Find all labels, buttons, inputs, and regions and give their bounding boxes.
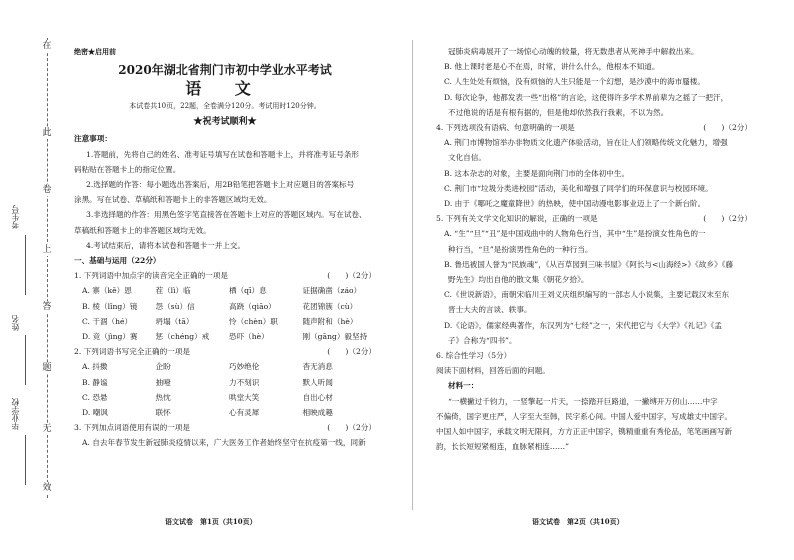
option-cell: 哄堂大笑 xyxy=(229,392,260,402)
notice-line: 草稿纸和答题卡上的非答题区域均无效。 xyxy=(74,225,211,235)
option-cell: 花团锦簇（cù） xyxy=(302,301,358,311)
option-cell: B. 棱（lǐng）镜 xyxy=(82,301,138,311)
option-cell: 坍塌（tā） xyxy=(155,316,194,326)
question-3 xyxy=(74,420,376,435)
text-line: 不过他说的话是有根有据的，但是他却依然我行我素，不以为然。 xyxy=(448,107,669,117)
option-cell: 力不刻识 xyxy=(229,377,260,387)
secret-label: 绝密★启用前 xyxy=(74,47,116,56)
text-line: 冠肺炎病毒展开了一场惊心动魄的较量，将无数患者从死神手中解救出来。 xyxy=(448,47,699,56)
option-row xyxy=(74,314,376,329)
option-cell: A. 抖擞 xyxy=(82,362,108,372)
option-cell: 怨（sù）信 xyxy=(155,301,195,311)
seal-char: 上 xyxy=(40,244,54,256)
option-cell: 默人听闻 xyxy=(302,377,333,387)
seal-char: 答 xyxy=(40,301,54,313)
option-cell: 巧妙绝伦 xyxy=(229,362,260,372)
binding-margin xyxy=(0,0,70,560)
field-name: 姓名 xyxy=(11,315,20,331)
question-6-instruction: 阅读下面材料，回答后面的问题。 xyxy=(436,366,550,376)
option-cell: 栖（qī）息 xyxy=(229,286,267,296)
notice-line: 4.考试结束后，请将本试卷和答题卡一并上交。 xyxy=(86,240,246,250)
option-cell: B. 静谧 xyxy=(82,377,108,387)
notice-title: 注意事项： xyxy=(74,134,112,144)
page-1 xyxy=(74,44,376,451)
page-2 xyxy=(436,44,752,454)
notice-line: 3.非选择题的作答：用黑色签字笔直接答在答题卡上对应的答题区域内。写在试卷、 xyxy=(86,210,367,220)
subject-title: 语 文 xyxy=(185,79,265,99)
option-cell: 联怀 xyxy=(155,408,171,418)
notice-line: 2.选择题的作答：每小题选出答案后，用2B铅笔把答题卡上对应题目的答案标号 xyxy=(86,180,355,190)
question-stem: 5. 下列有关文学文化知识的解说，正确的一项是 xyxy=(436,214,598,224)
option-cell: 自出心材 xyxy=(302,392,333,402)
option-cell: 相映成趣 xyxy=(302,408,333,418)
option-cell: 茬（lì）临 xyxy=(155,286,191,296)
option-cell: D. 嘲讽 xyxy=(82,408,108,418)
answer-slot: ( )（2分） xyxy=(703,214,752,224)
option-cell: 心有灵犀 xyxy=(229,408,260,418)
option-row xyxy=(74,283,376,298)
question-stem: 1. 下列词语中加点字的读音完全正确的一项是 xyxy=(74,271,228,281)
option-line: D.《论语》，儒家经典著作，东汉列为“七经”之一，宋代把它与《大学》《礼记》《孟 xyxy=(444,320,722,330)
option-cell: 怜（chèn）职 xyxy=(229,316,278,326)
option-row xyxy=(74,375,376,390)
option-line: B. 他上课时老是心不在焉，时常，讲什么什么，他根本不知道。 xyxy=(444,62,660,72)
option-cell: 随声附和（hè） xyxy=(302,316,358,326)
exam-info: 本试卷共10页，22题，全卷满分120分。考试用时120分钟。 xyxy=(129,102,321,111)
question-stem: 4. 下列选项没有语病、句意明确的一项是 xyxy=(436,123,575,133)
option-cell: A. 寨（kě）恩 xyxy=(82,286,132,296)
question-6-stem: 6. 综合性学习（5分） xyxy=(436,351,512,361)
section-heading: 一、基础与运用（22分） xyxy=(74,256,161,266)
field-exam-number: 考生号 xyxy=(11,205,20,229)
page-divider xyxy=(412,40,413,510)
seal-char: 此 xyxy=(40,127,54,139)
notice-line: 涂黑。写在试卷、草稿纸和答题卡上的非答题区域均无效。 xyxy=(74,195,272,205)
text-line: 晋士大夫的言谈、轶事。 xyxy=(448,305,532,315)
question-4 xyxy=(436,120,752,135)
option-line: A. 荆门市博物馆举办非物质文化遗产体验活动，旨在让人们领略传统文化魅力，增强 xyxy=(444,138,728,148)
option-cell: 热忱 xyxy=(155,392,171,402)
option-row xyxy=(74,359,376,374)
option-cell: 证据确凿（záo） xyxy=(302,286,362,296)
field-school-line[interactable] xyxy=(25,435,26,485)
material-line: 不偏倚，国字更庄严，人字至大至韩，民字系心间。中国人爱中国字，写成雄丈中国字。 xyxy=(436,411,733,421)
option-row xyxy=(74,390,376,405)
question-stem: 2. 下列词语书写完全正确的一项是 xyxy=(74,347,190,357)
option-line: A. 自去年春节发生新冠肺炎疫情以来，广大医务工作者始终坚守在抗疫第一线，同新 xyxy=(82,438,366,448)
page-1-footer: 语文试卷 第1页（共10页） xyxy=(165,517,257,526)
option-cell: 杳无消息 xyxy=(302,362,333,372)
question-1 xyxy=(74,268,376,283)
seal-char: 卷 xyxy=(40,184,54,196)
material-line: 中国人如中国字，承载文明无限间，方方正正中国字，镌精重重有秀伦品，笔笔画画写新 xyxy=(436,427,733,437)
question-5 xyxy=(436,211,752,226)
option-cell: 惩（chéng）戒 xyxy=(155,332,210,342)
option-cell: C. 干涸（hé） xyxy=(82,316,133,326)
option-line: B. 鲁迅被国人誉为“民族魂”，《从百草园到三味书屋》《阿长与<山海经>》《故乡》《藤 xyxy=(444,259,734,269)
option-cell: 恐吓（hè） xyxy=(229,332,269,342)
notice-line: 码粘贴在答题卡上的指定位置。 xyxy=(74,164,181,174)
option-line: A. “生”“旦”“丑”是中国戏曲中的人物角色行当，其中“生”是扮演女性角色的一 xyxy=(444,229,706,239)
field-exam-number-line[interactable] xyxy=(25,235,26,295)
material-line: 韵，长长短短紧相连，血脉紧相连……” xyxy=(436,442,569,452)
option-line: D. 每次论争，他都发表一些“出格”的言论，这使得许多学术界前辈为之摇了一把汗， xyxy=(444,92,729,102)
field-name-line[interactable] xyxy=(25,335,26,385)
material-line: “一横撇过千钧力，一竖擎起一片天，一捺踏开巨路道，一撇缚开万仞山……中字 xyxy=(448,396,718,406)
text-line: 野先生》均出自他的散文集《朝花夕拾》。 xyxy=(448,275,589,285)
seal-char: 效 xyxy=(40,482,54,494)
answer-slot: ( )（2分） xyxy=(327,347,376,357)
answer-slot: ( )（2分） xyxy=(703,123,752,133)
seal-char: 在 xyxy=(40,40,54,52)
page-2-footer: 语文试卷 第2页（共10页） xyxy=(532,517,624,526)
option-row xyxy=(74,329,376,344)
question-stem: 3. 下列加点词语使用有误的一项是 xyxy=(74,423,190,433)
option-line: B. 这本杂志的对象，主要是面向荆门市的全体初中生。 xyxy=(444,168,630,178)
seal-char: 无 xyxy=(40,423,54,435)
field-school: 毕业学校 xyxy=(11,398,20,430)
exam-title: 2020年湖北省荆门市初中学业水平考试 xyxy=(118,63,332,78)
seal-char: 题 xyxy=(40,362,54,374)
option-line: C.《世说新语》，南朝宋临川王刘义庆组织编写的一部志人小说集，主要记载汉末至东 xyxy=(444,290,730,300)
option-row xyxy=(74,299,376,314)
material-title: 材料一： xyxy=(448,381,479,391)
option-cell: 高跷（qiāo） xyxy=(229,301,276,311)
option-row xyxy=(74,405,376,420)
option-cell: 刚（gāng）毅坚持 xyxy=(302,332,368,342)
option-cell: 企盼 xyxy=(155,362,171,372)
answer-slot: ( )（2分） xyxy=(327,423,376,433)
option-line: C. 荆门市“垃圾分类进校园”活动，美化和增强了同学们的环保意识与校园环境。 xyxy=(444,183,713,193)
text-line: 文化自信。 xyxy=(448,153,486,163)
option-line: D. 由于《哪吒之魔童降世》的热映，使中国动漫电影事业迈上了一个新台阶。 xyxy=(444,199,706,209)
notice-line: 1.答题前，先将自己的姓名、准考证号填写在试卷和答题卡上，并将准考证号条形 xyxy=(86,149,360,159)
good-luck: ★祝考试顺利★ xyxy=(193,117,257,128)
option-cell: 抽噎 xyxy=(155,377,171,387)
option-cell: D. 竞（jìng）赛 xyxy=(82,332,138,342)
answer-slot: ( )（2分） xyxy=(327,271,376,281)
option-line: C. 人生处处有烦恼，没有烦恼的人生只能是一个幻想，是沙漠中的海市蜃楼。 xyxy=(444,77,705,87)
text-line: 种行当，“旦”是扮演男性角色的一种行当。 xyxy=(448,244,593,254)
text-line: 子》合称为“四书”。 xyxy=(448,335,517,345)
question-2 xyxy=(74,344,376,359)
option-cell: C. 恐悬 xyxy=(82,392,108,402)
